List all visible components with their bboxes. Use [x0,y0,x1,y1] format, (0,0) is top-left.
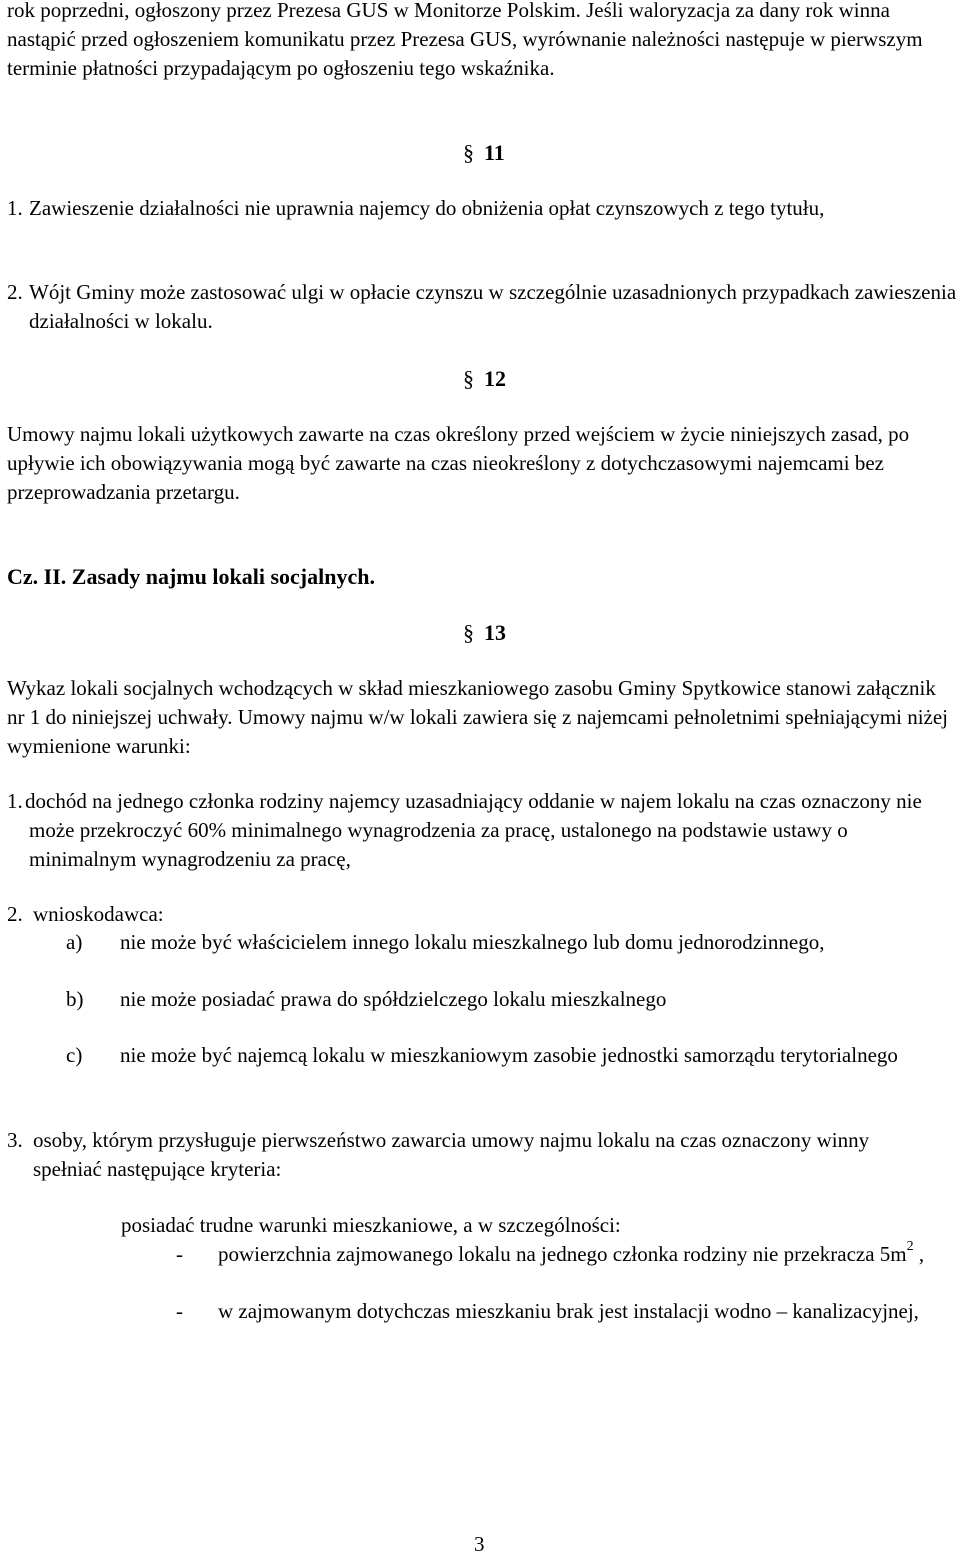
sub-item-label: b) [66,987,84,1011]
item-number: 2. [7,280,23,304]
sub-item-text: nie może posiadać prawa do spółdzielczego lokalu mieszkalnego [120,987,667,1011]
section-symbol: § [463,140,474,165]
section-12-heading [463,364,506,393]
sub-item-b [66,985,926,1014]
superscript: 2 [906,1239,914,1254]
sub-item-a [66,928,926,957]
section-number: 11 [484,140,505,165]
item-number: 2. [7,902,23,926]
sub-item-text: nie może być właścicielem innego lokalu mieszkalnego lub domu jednorodzinnego, [120,930,825,954]
item-text: Zawieszenie działalności nie uprawnia najemcy do obniżenia opłat czynszowych z tego tytułu, [29,196,825,220]
section-number: 12 [484,366,506,391]
section-11-item-2 [7,278,957,336]
dash-label: - [176,1242,183,1266]
criterion-2 [176,1297,936,1326]
condition-item-3 [7,1126,907,1184]
criterion-text-tail: , [913,1242,925,1266]
sub-item-text: nie może być najemcą lokalu w mieszkaniowym zasobie jednostki samorządu terytorialnego [120,1043,898,1067]
criterion-1 [176,1240,936,1269]
criterion-text [218,1240,936,1269]
item-number: 1. [7,789,23,813]
section-11-item-1 [7,194,957,223]
item-text: dochód na jednego członka rodziny najemcy uzasadniający oddanie w najem lokalu na czas oznaczony nie może przekroczyć 60% minimalnego wynagrodzenia za pracę, ustalonego na podstawie ustawy o minimalnym wynagrodzeniu za pracę, [25,789,922,871]
item-text: Wójt Gminy może zastosować ulgi w opłacie czynszu w szczególnie uzasadnionych przypadkach zawieszenia działalności w lokalu. [29,280,957,333]
section-13-heading [463,618,506,647]
section-13-intro: Wykaz lokali socjalnych wchodzących w skład mieszkaniowego zasobu Gminy Spytkowice stanowi załącznik nr 1 do niniejszej uchwały. Umowy najmu w/w lokali zawiera się z najemcami pełnoletnimi spełniającymi niżej wymienione warunki: [7,676,949,758]
item-number: 1. [7,196,23,220]
item-number: 3. [7,1128,23,1152]
item-text: wnioskodawca: [33,902,164,926]
section-11-heading [463,138,505,167]
part-heading: Cz. II. Zasady najmu lokali socjalnych. [7,564,375,589]
dash-label: - [176,1299,183,1323]
section-number: 13 [484,620,506,645]
section-symbol: § [463,620,474,645]
condition-item-2 [7,900,957,929]
paragraph-continued: rok poprzedni, ogłoszony przez Prezesa GUS w Monitorze Polskim. Jeśli waloryzacja za dany rok winna nastąpić przed ogłoszeniem komunikatu przez Prezesa GUS, wyrównanie należności następuje w pierwszym terminie płatności przypadającym po ogłoszeniu tego wskaźnika. [7,0,923,80]
section-symbol: § [463,366,474,391]
sub-item-label: c) [66,1043,83,1067]
criterion-text-main: powierzchnia zajmowanego lokalu na jednego członka rodziny nie przekracza 5m [218,1242,907,1266]
page-number: 3 [474,1532,485,1556]
sub-item-label: a) [66,930,83,954]
section-12-paragraph: Umowy najmu lokali użytkowych zawarte na czas określony przed wejściem w życie niniejszych zasad, po upływie ich obowiązywania mogą być zawarte na czas nieokreślony z dotychczasowymi najemcami bez przeprowadzania przetargu. [7,422,910,504]
criterion-text: w zajmowanym dotychczas mieszkaniu brak jest instalacji wodno – kanalizacyjnej, [218,1299,919,1323]
condition-item-1 [7,787,960,874]
criteria-intro: posiadać trudne warunki mieszkaniowe, a w szczególności: [121,1213,621,1237]
item-text: osoby, którym przysługuje pierwszeństwo zawarcia umowy najmu lokalu na czas oznaczony winny spełniać następujące kryteria: [33,1128,870,1181]
sub-item-c [66,1041,926,1070]
